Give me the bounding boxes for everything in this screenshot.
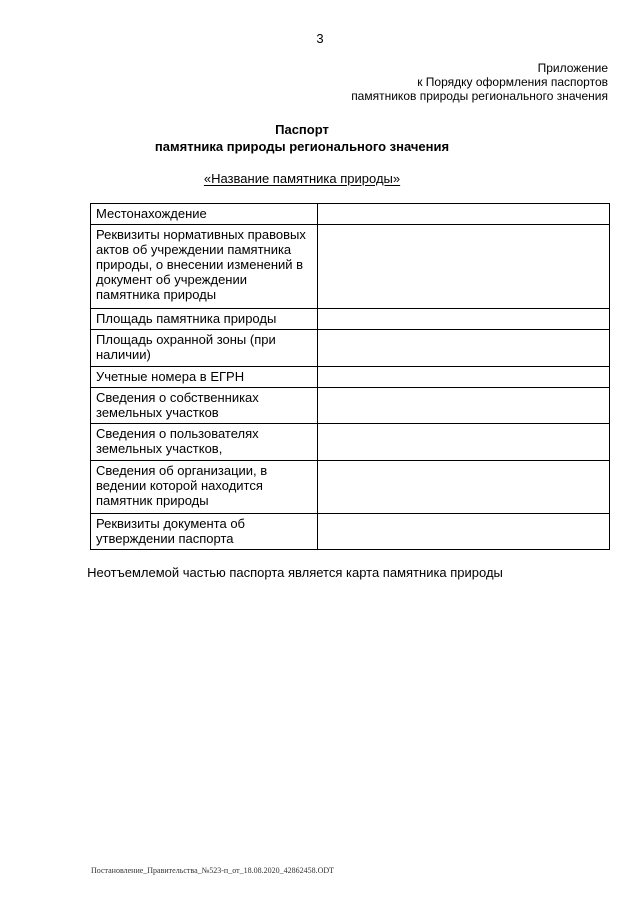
row-label: Реквизиты нормативных правовых актов об учреждении памятника природы, о внесении изменений в документ об учреждении памятника природы xyxy=(91,225,318,309)
table-row xyxy=(91,225,610,309)
table-row xyxy=(91,514,610,550)
file-footer: Постановление_Правительства_№523-п_от_18.08.2020_42862458.ODT xyxy=(91,866,335,875)
row-value xyxy=(317,461,609,514)
row-label: Местонахождение xyxy=(91,204,318,225)
row-label: Сведения о собственниках земельных участков xyxy=(91,388,318,424)
appendix-line-3: памятников природы регионального значения xyxy=(351,89,608,103)
document-title xyxy=(0,121,640,155)
table-row xyxy=(91,330,610,367)
appendix-line-2: к Порядку оформления паспортов xyxy=(417,75,608,89)
row-value xyxy=(317,309,609,330)
row-label: Сведения об организации, в ведении которой находится памятник природы xyxy=(91,461,318,514)
table-row xyxy=(91,461,610,514)
map-note: Неотъемлемой частью паспорта является карта памятника природы xyxy=(87,565,503,580)
table-row xyxy=(91,388,610,424)
monument-name-text: «Название памятника природы» xyxy=(203,171,401,186)
passport-table xyxy=(90,203,610,550)
table-row xyxy=(91,309,610,330)
title-line-1: Паспорт xyxy=(275,122,329,137)
row-value xyxy=(317,225,609,309)
row-value xyxy=(317,388,609,424)
row-value xyxy=(317,424,609,461)
monument-name-placeholder xyxy=(0,171,640,186)
page-number: 3 xyxy=(316,31,324,46)
row-value xyxy=(317,330,609,367)
table-row xyxy=(91,204,610,225)
table-row xyxy=(91,367,610,388)
row-label: Реквизиты документа об утверждении паспорта xyxy=(91,514,318,550)
appendix-header xyxy=(351,61,608,103)
row-label: Сведения о пользователях земельных участков, xyxy=(91,424,318,461)
row-value xyxy=(317,514,609,550)
row-label: Площадь охранной зоны (при наличии) xyxy=(91,330,318,367)
row-value xyxy=(317,367,609,388)
row-label: Учетные номера в ЕГРН xyxy=(91,367,318,388)
title-line-2: памятника природы регионального значения xyxy=(154,139,450,154)
row-value xyxy=(317,204,609,225)
row-label: Площадь памятника природы xyxy=(91,309,318,330)
appendix-line-1: Приложение xyxy=(537,61,608,75)
table-row xyxy=(91,424,610,461)
